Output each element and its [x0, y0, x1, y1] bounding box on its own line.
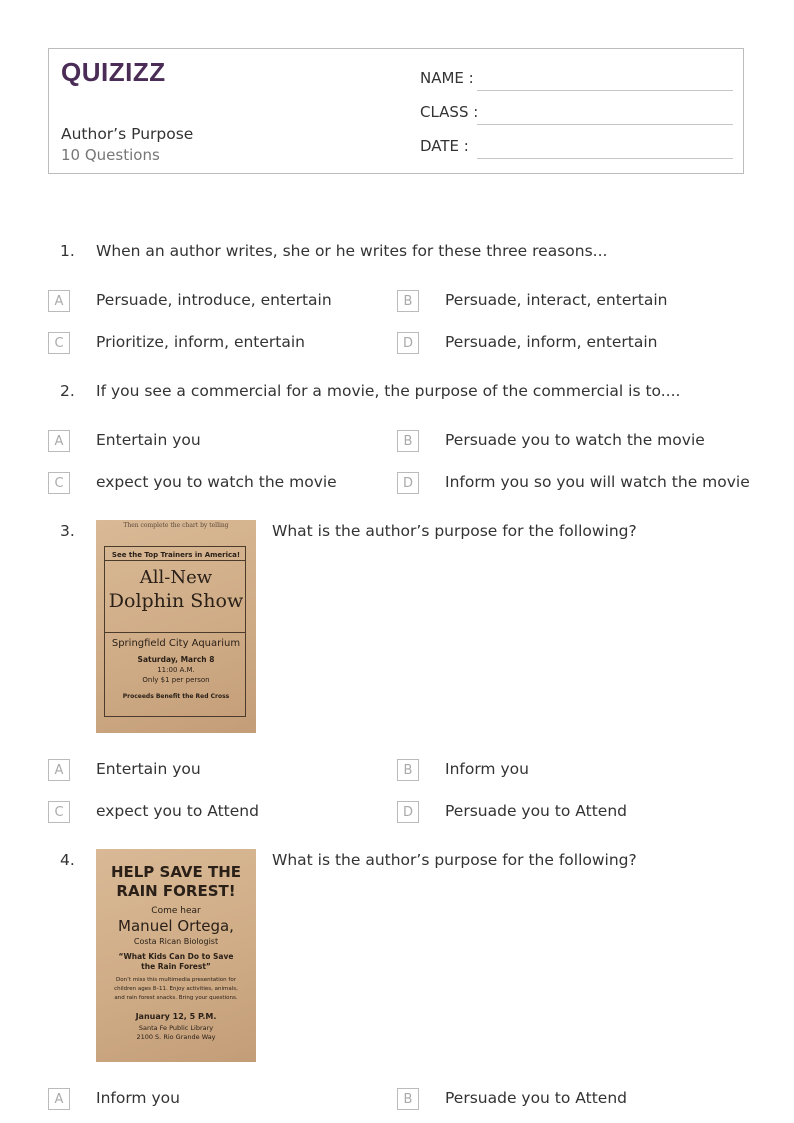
- poster-date: January 12, 5 P.M.: [135, 1012, 217, 1021]
- option-letter-box[interactable]: C: [48, 801, 70, 823]
- option-b[interactable]: [397, 1088, 737, 1112]
- option-c[interactable]: [48, 332, 388, 356]
- option-letter-box[interactable]: B: [397, 430, 419, 452]
- poster-tagline: See the Top Trainers in America!: [111, 551, 241, 559]
- question-number: 4.: [60, 851, 75, 869]
- option-text: Persuade you to watch the movie: [445, 431, 705, 449]
- poster-divider: [104, 560, 246, 561]
- option-letter-box[interactable]: B: [397, 1088, 419, 1110]
- question-number: 1.: [60, 242, 75, 260]
- option-a[interactable]: [48, 290, 388, 314]
- class-line[interactable]: [477, 124, 733, 125]
- option-b[interactable]: [397, 430, 737, 454]
- option-a[interactable]: [48, 759, 388, 783]
- option-b[interactable]: [397, 290, 737, 314]
- name-label: NAME :: [420, 69, 474, 87]
- name-line[interactable]: [477, 90, 733, 91]
- question-number: 3.: [60, 522, 75, 540]
- option-letter-box[interactable]: A: [48, 430, 70, 452]
- option-letter-box[interactable]: A: [48, 1088, 70, 1110]
- option-text: Persuade, introduce, entertain: [96, 291, 332, 309]
- question-text: What is the author’s purpose for the following?: [272, 522, 637, 540]
- option-d[interactable]: [397, 472, 750, 496]
- question-text: When an author writes, she or he writes for these three reasons...: [96, 242, 608, 260]
- option-text: expect you to watch the movie: [96, 473, 337, 491]
- poster-description: Don’t miss this multimedia presentation for: [116, 977, 236, 983]
- poster-time: 11:00 A.M.: [157, 666, 195, 674]
- poster-talk: the Rain Forest”: [141, 962, 211, 971]
- poster-footer: Proceeds Benefit the Red Cross: [122, 693, 230, 700]
- poster-headline: RAIN FOREST!: [116, 882, 236, 900]
- option-a[interactable]: [48, 430, 388, 454]
- option-letter-box[interactable]: B: [397, 759, 419, 781]
- poster-divider: [104, 632, 246, 633]
- poster-address: 2100 S. Rio Grande Way: [136, 1033, 216, 1041]
- option-letter-box[interactable]: C: [48, 332, 70, 354]
- poster-description: children ages 8–11. Enjoy activities, animals,: [114, 986, 238, 992]
- poster-place: Santa Fe Public Library: [138, 1024, 214, 1032]
- poster-speaker: Manuel Ortega,: [118, 917, 234, 935]
- option-text: Persuade, interact, entertain: [445, 291, 668, 309]
- option-text: Persuade, inform, entertain: [445, 333, 658, 351]
- question-text: If you see a commercial for a movie, the purpose of the commercial is to....: [96, 382, 681, 400]
- option-text: expect you to Attend: [96, 802, 259, 820]
- option-text: Persuade you to Attend: [445, 802, 627, 820]
- date-label: DATE :: [420, 137, 469, 155]
- option-text: Inform you: [445, 760, 529, 778]
- poster-top-note: Then complete the chart by telling: [123, 522, 229, 529]
- poster-headline: HELP SAVE THE: [110, 863, 242, 881]
- option-text: Entertain you: [96, 431, 201, 449]
- poster-price: Only $1 per person: [142, 676, 210, 684]
- question-text: What is the author’s purpose for the following?: [272, 851, 637, 869]
- option-text: Inform you: [96, 1089, 180, 1107]
- worksheet-header: [48, 48, 744, 174]
- poster-venue: Springfield City Aquarium: [111, 638, 241, 649]
- option-c[interactable]: [48, 801, 388, 825]
- option-letter-box[interactable]: D: [397, 472, 419, 494]
- poster-description: and rain forest snacks. Bring your questions.: [114, 995, 238, 1001]
- option-c[interactable]: [48, 472, 388, 496]
- class-field[interactable]: [420, 101, 733, 125]
- option-text: Persuade you to Attend: [445, 1089, 627, 1107]
- date-line[interactable]: [477, 158, 733, 159]
- option-text: Entertain you: [96, 760, 201, 778]
- rain-forest-poster-image: [96, 849, 256, 1062]
- quizizz-logo: QUIZIZZ: [61, 57, 166, 87]
- poster-headline: All-New: [139, 567, 213, 588]
- dolphin-show-poster-image: [96, 520, 256, 733]
- option-letter-box[interactable]: A: [48, 290, 70, 312]
- name-field[interactable]: [420, 67, 733, 91]
- poster-headline: Dolphin Show: [108, 590, 244, 612]
- poster-talk: “What Kids Can Do to Save: [118, 952, 234, 961]
- poster-intro: Come hear: [151, 906, 201, 916]
- worksheet-title: Author’s Purpose: [61, 125, 194, 143]
- poster-date: Saturday, March 8: [137, 655, 215, 664]
- date-field[interactable]: [420, 135, 733, 159]
- option-a[interactable]: [48, 1088, 388, 1112]
- option-letter-box[interactable]: D: [397, 332, 419, 354]
- option-letter-box[interactable]: D: [397, 801, 419, 823]
- option-d[interactable]: [397, 801, 737, 825]
- poster-role: Costa Rican Biologist: [133, 937, 219, 946]
- option-text: Prioritize, inform, entertain: [96, 333, 306, 351]
- option-b[interactable]: [397, 759, 737, 783]
- question-number: 2.: [60, 382, 75, 400]
- option-text: Inform you so you will watch the movie: [445, 473, 750, 491]
- option-letter-box[interactable]: A: [48, 759, 70, 781]
- question-count: 10 Questions: [61, 146, 160, 164]
- option-letter-box[interactable]: C: [48, 472, 70, 494]
- class-label: CLASS :: [420, 103, 479, 121]
- option-d[interactable]: [397, 332, 737, 356]
- option-letter-box[interactable]: B: [397, 290, 419, 312]
